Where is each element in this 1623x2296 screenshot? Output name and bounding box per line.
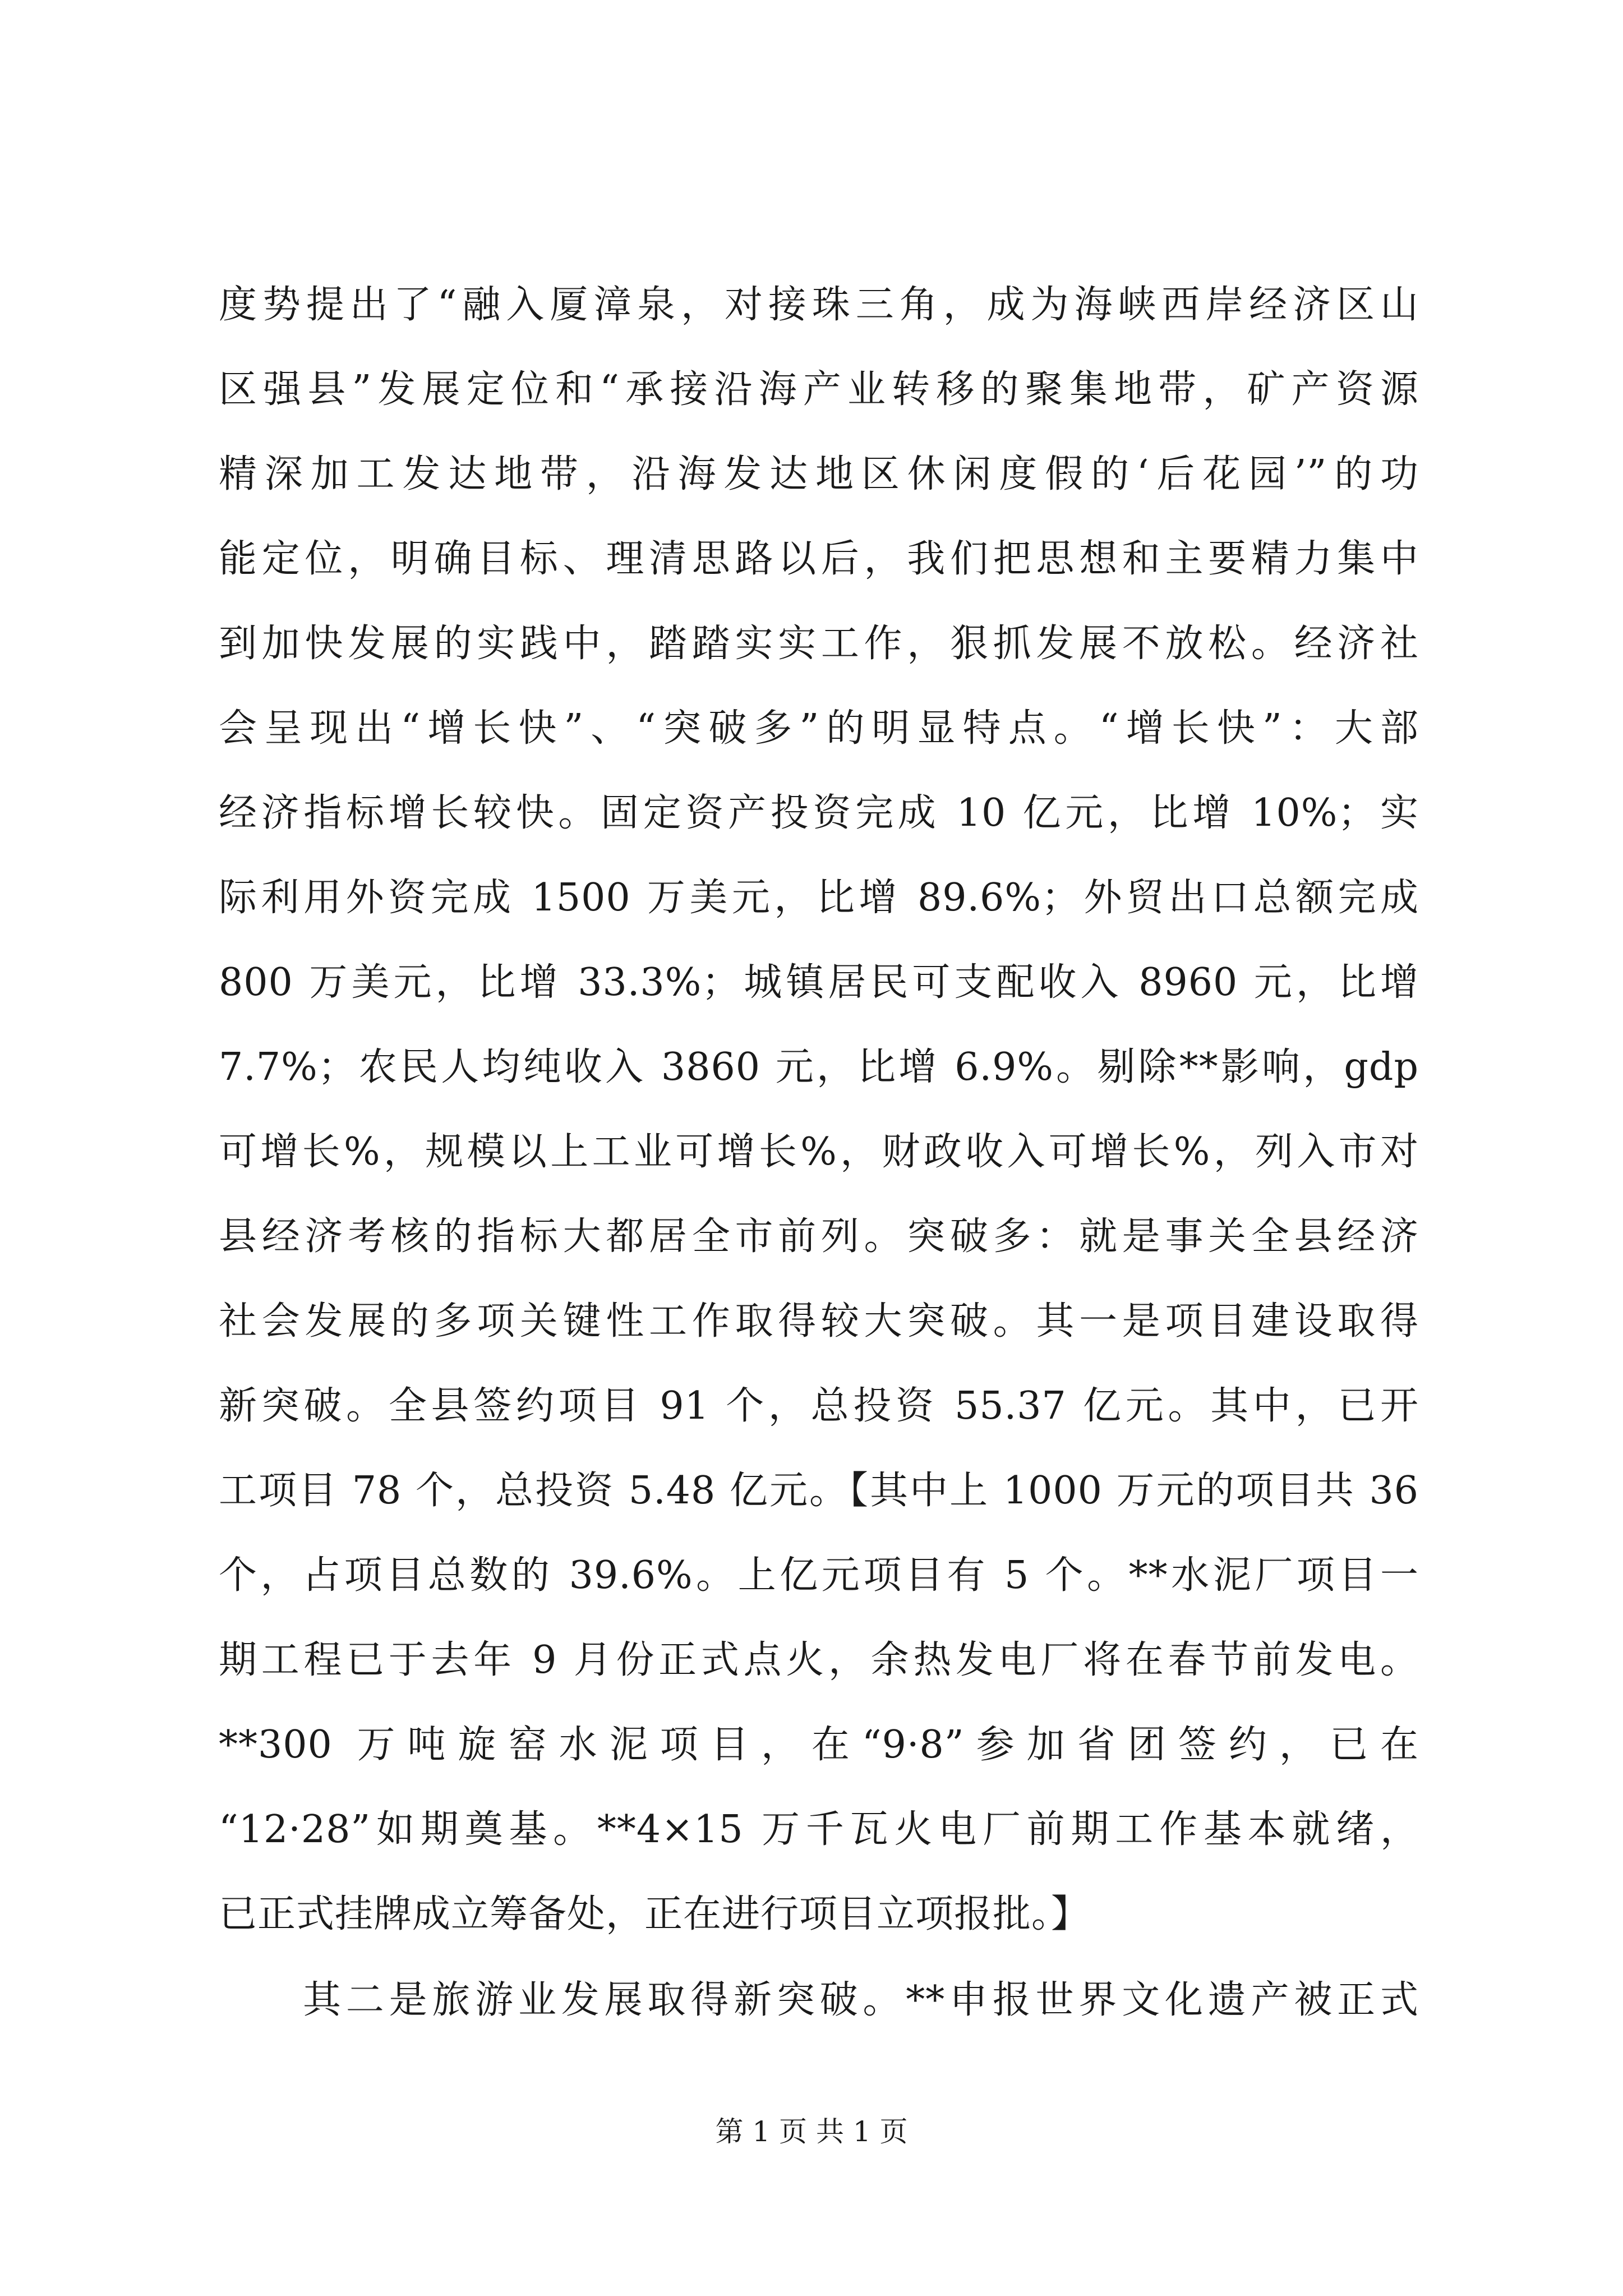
text-line: 区强县”发展定位和“承接沿海产业转移的聚集地带，矿产资源 [219, 367, 1419, 412]
text-line: 已正式挂牌成立筹备处，正在进行项目立项报批。】 [219, 1892, 1090, 1936]
text-line: 度势提出了“融入厦漳泉，对接珠三角，成为海峡西岸经济区山 [219, 283, 1419, 327]
page-footer: 第 1 页 共 1 页 [715, 2115, 908, 2148]
text-line: 新突破。全县签约项目 91 个，总投资 55.37 亿元。其中，已开 [219, 1384, 1419, 1428]
paragraph-2: 其二是旅游业发展取得新突破。**申报世界文化遗产被正式 [303, 1978, 1419, 2022]
text-line: 能定位，明确目标、理清思路以后，我们把思想和主要精力集中 [219, 537, 1419, 581]
text-line: 县经济考核的指标大都居全市前列。突破多：就是事关全县经济 [219, 1214, 1419, 1259]
text-line: 800 万美元，比增 33.3%；城镇居民可支配收入 8960 元，比增 [219, 960, 1419, 1005]
text-line: 际利用外资完成 1500 万美元，比增 89.6%；外贸出口总额完成 [219, 876, 1419, 920]
text-line: 个，占项目总数的 39.6%。上亿元项目有 5 个。**水泥厂项目一 [219, 1553, 1419, 1598]
text-line: 经济指标增长较快。固定资产投资完成 10 亿元，比增 10%；实 [219, 791, 1419, 835]
text-line: 到加快发展的实践中，踏踏实实工作，狠抓发展不放松。经济社 [219, 622, 1419, 666]
text-line: 7.7%；农民人均纯收入 3860 元，比增 6.9%。剔除**影响，gdp [219, 1045, 1419, 1089]
text-line: “12·28”如期奠基。**4×15 万千瓦火电厂前期工作基本就绪， [219, 1807, 1419, 1852]
text-line: 精深加工发达地带，沿海发达地区休闲度假的‘后花园’”的功 [219, 452, 1419, 496]
text-line: **300 万吨旋窑水泥项目，在“9·8”参加省团签约，已在 [219, 1723, 1419, 1767]
text-line: 会呈现出“增长快”、“突破多”的明显特点。“增长快”：大部 [219, 706, 1419, 751]
paragraph-1 [219, 263, 1419, 1957]
text-line: 工项目 78 个，总投资 5.48 亿元。【其中上 1000 万元的项目共 36 [219, 1469, 1419, 1513]
text-line: 期工程已于去年 9 月份正式点火，余热发电厂将在春节前发电。 [219, 1638, 1419, 1682]
text-line: 社会发展的多项关键性工作取得较大突破。其一是项目建设取得 [219, 1299, 1419, 1343]
text-line: 可增长%，规模以上工业可增长%，财政收入可增长%，列入市对 [219, 1130, 1419, 1174]
